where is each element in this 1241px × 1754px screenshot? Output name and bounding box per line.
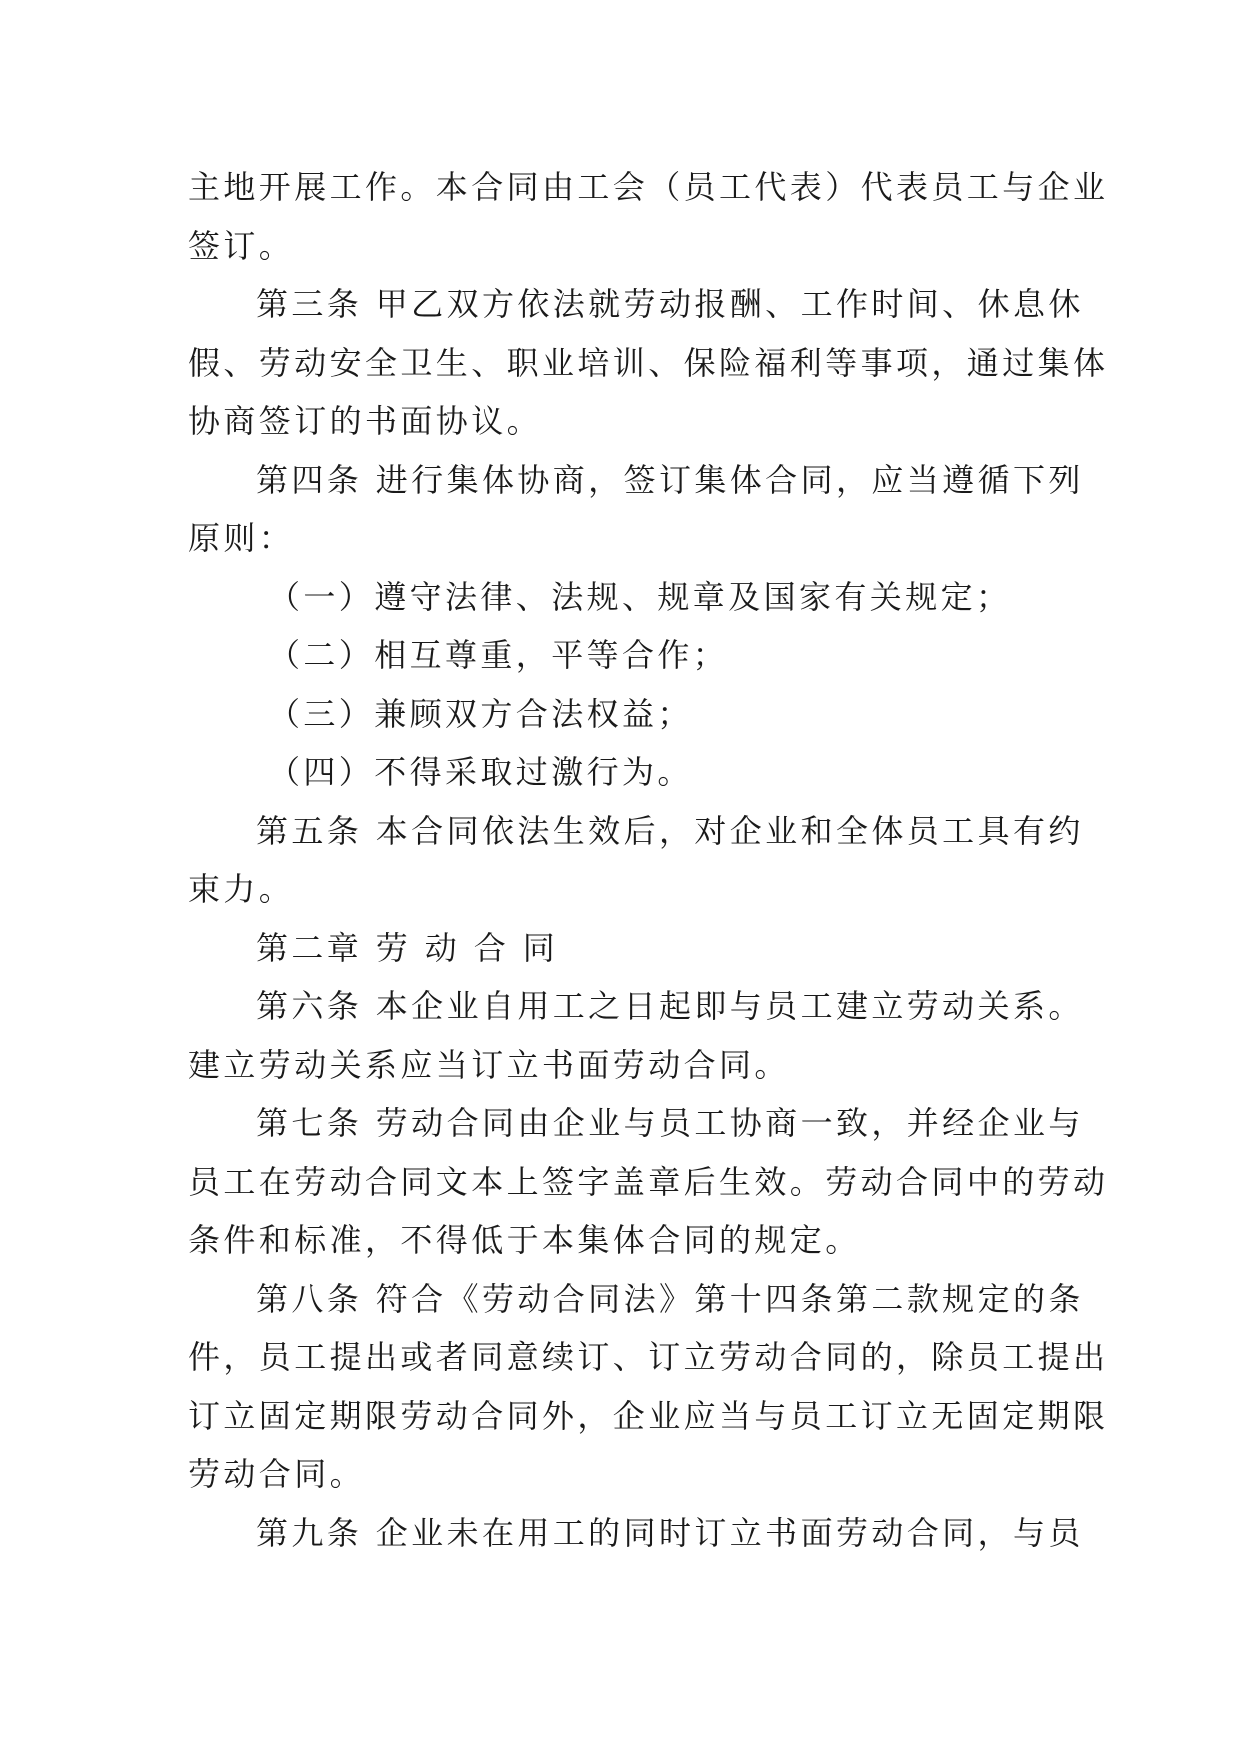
document-line: 第九条 企业未在用工的同时订立书面劳动合同，与员 [256,1513,1084,1552]
document-line: 条件和标准，不得低于本集体合同的规定。 [188,1221,861,1259]
document-line: 束力。 [188,870,295,908]
document-line: 第四条 进行集体协商，签订集体合同，应当遵循下列 [256,460,1084,499]
document-line: 第七条 劳动合同由企业与员工协商一致，并经企业与 [256,1104,1084,1142]
document-body [188,158,1109,1562]
document-line: 主地开展工作。本合同由工会（员工代表）代表员工与企业 [188,168,1109,206]
document-line: （三）兼顾双方合法权益； [268,694,693,733]
document-line: 件，员工提出或者同意续订、订立劳动合同的，除员工提出 [188,1338,1109,1376]
document-line: 第三条 甲乙双方依法就劳动报酬、工作时间、休息休 [256,285,1084,323]
document-line: 订立固定期限劳动合同外，企业应当与员工订立无固定期限 [188,1396,1109,1435]
document-line: 原则： [188,519,295,557]
document-line: 第八条 符合《劳动合同法》第十四条第二款规定的条 [256,1279,1084,1318]
document-line: 建立劳动关系应当订立书面劳动合同。 [188,1045,790,1084]
document-line: 协商签订的书面协议。 [188,402,543,440]
document-line: 第六条 本企业自用工之日起即与员工建立劳动关系。 [256,987,1084,1025]
document-line: 劳动合同。 [188,1455,366,1493]
document-line: （二）相互尊重，平等合作； [268,636,729,674]
document-line: 第二章 劳 动 合 同 [256,928,559,967]
document-line: 第五条 本合同依法生效后，对企业和全体员工具有约 [256,811,1084,850]
document-line: （一）遵守法律、法规、规章及国家有关规定； [268,577,1012,616]
document-line: 签订。 [188,226,295,265]
document-line: 假、劳动安全卫生、职业培训、保险福利等事项，通过集体 [188,343,1109,382]
document-line: （四）不得采取过激行为。 [268,753,693,791]
document-line: 员工在劳动合同文本上签字盖章后生效。劳动合同中的劳动 [188,1162,1109,1201]
